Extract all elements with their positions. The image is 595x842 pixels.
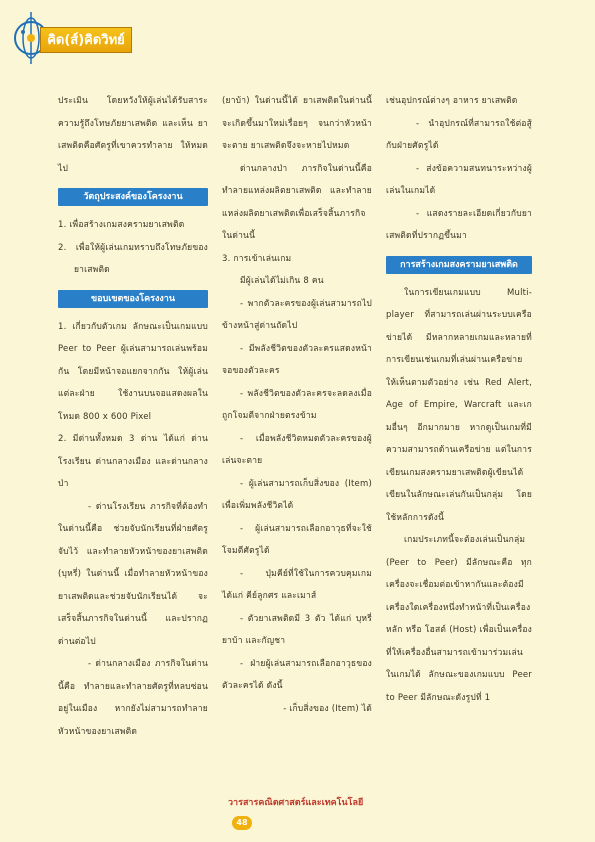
paragraph: ในการเขียนเกมแบบ Multi-player ที่สามารถเล่นผ่านระบบเครือข่ายได้ มีหลากหลายเกมและหลายที่ การเขียนเช่นเกมที่เล่นผ่านเครือข่ายให้เห็นตามตัวอย่าง เช่น Red Alert, Age of Empire, Warcraft และเกมอื่นๆ อีกมากมาย หากดูเป็นเกมที่มีความสามารถด้านเครือข่าย แต่ในการเขียนเกมสงครามยาเสพติดผู้เขียนได้เขียนในลักษณะเล่นกันเป็นกลุ่ม โดยใช้หลักการดังนี้ xyxy=(386,287,532,523)
paragraph: เกมประเภทนี้จะต้องเล่นเป็นกลุ่ม (Peer to Peer) มีลักษณะคือ ทุกเครื่องจะเชื่อมต่อเข้าหากันและต้องมีเครื่องใดเครื่องหนึ่งทำหน้าที่เป็นเครื่องหลัก หรือ โฮสต์ (Host) เพื่อเป็นเครื่องที่ให้เครื่องอื่นสามารถเข้ามาร่วมเล่นในเกมได้ ลักษณะของเกมแบบ Peer to Peer มีลักษณะดังรูปที่ 1 xyxy=(386,535,532,703)
list-item: - พากตัวละครของผู้เล่นสามารถไปข้างหน้าสู่ด่านถัดไป xyxy=(222,298,372,331)
objective-item: 2. เพื่อให้ผู้เล่นเกมทราบถึงโทษภัยของยาเสพติด xyxy=(58,242,208,275)
list-item: - ส่งข้อความสนทนาระหว่างผู้เล่นในเกมได้ xyxy=(386,163,532,196)
list-item: - มีพลังชีวิตของตัวละครแสดงหน้าจอของตัวละคร xyxy=(222,343,372,376)
paragraph: 2. มีด่านทั้งหมด 3 ด่าน ได้แก่ ด่านโรงเรียน ด่านกลางเมือง และด่านกลางป่า xyxy=(58,434,208,489)
list-item: - นำอุปกรณ์ที่สามารถใช้ต่อสู้กับฝ่ายศัตรูได้ xyxy=(386,118,532,151)
list-item: - ผู้เล่นสามารถเลือกอาวุธที่จะใช้โจมตีศัตรูได้ xyxy=(222,523,372,556)
list-item: - ตัวยาเสพติดมี 3 ตัว ได้แก่ บุหรี่ ยาบ้า และกัญชา xyxy=(222,613,372,646)
objective-item: 1. เพื่อสร้างเกมสงครามยาเสพติด xyxy=(58,220,185,230)
section-heading-objectives: วัตถุประสงค์ของโครงงาน xyxy=(58,188,208,206)
page-number: 48 xyxy=(232,816,252,830)
list-item: - เก็บสิ่งของ (Item) ได้ xyxy=(283,703,372,714)
section-heading-game-creation: การสร้างเกมสงครามยาเสพติด xyxy=(386,256,532,274)
list-item: - เมื่อพลังชีวิตหมดตัวละครของผู้เล่นจะตาย xyxy=(222,433,372,466)
list-item: - แสดงรายละเอียดเกี่ยวกับยาเสพติดที่ปรากฏขึ้นมา xyxy=(386,208,532,241)
paragraph: - ด่านกลางเมือง ภารกิจในด่านนี้คือ ทำลายและทำลายศัตรูที่หลบซ่อนอยู่ในเมือง หากยังไม่สามารถทำลายหัวหน้าของยาเสพติด xyxy=(58,659,208,737)
list-item: - ผู้เล่นสามารถเก็บสิ่งของ (Item) เพื่อเพิ่มพลังชีวิตได้ xyxy=(222,478,372,511)
paragraph: มีผู้เล่นได้ไม่เกิน 8 คน xyxy=(240,276,324,286)
list-item: - ปุ่มคีย์ที่ใช้ในการควบคุมเกม ได้แก่ คีย์ลูกศร และเมาส์ xyxy=(222,568,372,601)
paragraph: 1. เกี่ยวกับตัวเกม ลักษณะเป็นเกมแบบ Peer to Peer ผู้เล่นสามารถเล่นพร้อมกัน โดยมีหน้าจอแยกจากกัน ให้ผู้เล่นแต่ละฝ่าย ใช้งานบนจอแสดงผลในโหมด 800 x 600 Pixel xyxy=(58,321,208,422)
list-item: - พลังชีวิตของตัวละครจะลดลงเมื่อถูกโจมตีจากฝ่ายตรงข้าม xyxy=(222,388,372,421)
section-heading-scope: ขอบเขตของโครงงาน xyxy=(58,290,208,308)
paragraph: ประเมิน โดยหวังให้ผู้เล่นได้รับสาระ ความรู้ถึงโทษภัยยาเสพติด และเห็น ยาเสพติดคือศัตรูที่เขาควรทำลาย ให้หมดไป xyxy=(58,96,208,174)
page-footer xyxy=(228,793,388,827)
section-title: คิด(ส์)คิดวิทย์ xyxy=(40,27,132,53)
paragraph: เช่นอุปกรณ์ต่างๆ อาหาร ยาเสพติด xyxy=(386,96,518,106)
list-item: - ฝ่ายผู้เล่นสามารถเลือกอาวุธของตัวละครได้ ดังนี้ xyxy=(222,658,372,691)
page-header xyxy=(0,0,595,75)
journal-name: วารสารคณิตศาสตร์และเทคโนโลยี xyxy=(228,798,364,808)
column-3 xyxy=(386,90,532,709)
paragraph: - ด่านโรงเรียน ภารกิจที่ต้องทำในด่านนี้คือ ช่วยจับนักเรียนที่ฝ่ายศัตรูจับไว้ และทำลายหัวหน้าของยาเสพติด (บุหรี่) ในด่านนี้ เมื่อทำลายหัวหน้าของยาเสพติดและช่วยจับนักเรียนได้ จะเสร็จสิ้นภารกิจในด่านนี้ และปรากฏด่านต่อไป xyxy=(58,501,208,647)
paragraph: 3. การเข้าเล่นเกม xyxy=(222,253,292,264)
column-2 xyxy=(222,90,372,720)
paragraph: (ยาบ้า) ในด่านนี้ได้ ยาเสพติดในด่านนี้จะเกิดขึ้นมาใหม่เรื่อยๆ จนกว่าหัวหน้าจะตาย ยาเสพติดจึงจะหายไปหมด xyxy=(222,96,372,151)
paragraph: ด่านกลางป่า ภารกิจในด่านนี้คือทำลายแหล่งผลิตยาเสพติด และทำลายแหล่งผลิตยาเสพติดเพื่อเสร็จสิ้นภารกิจในด่านนี้ xyxy=(222,163,372,241)
column-1 xyxy=(58,90,208,743)
